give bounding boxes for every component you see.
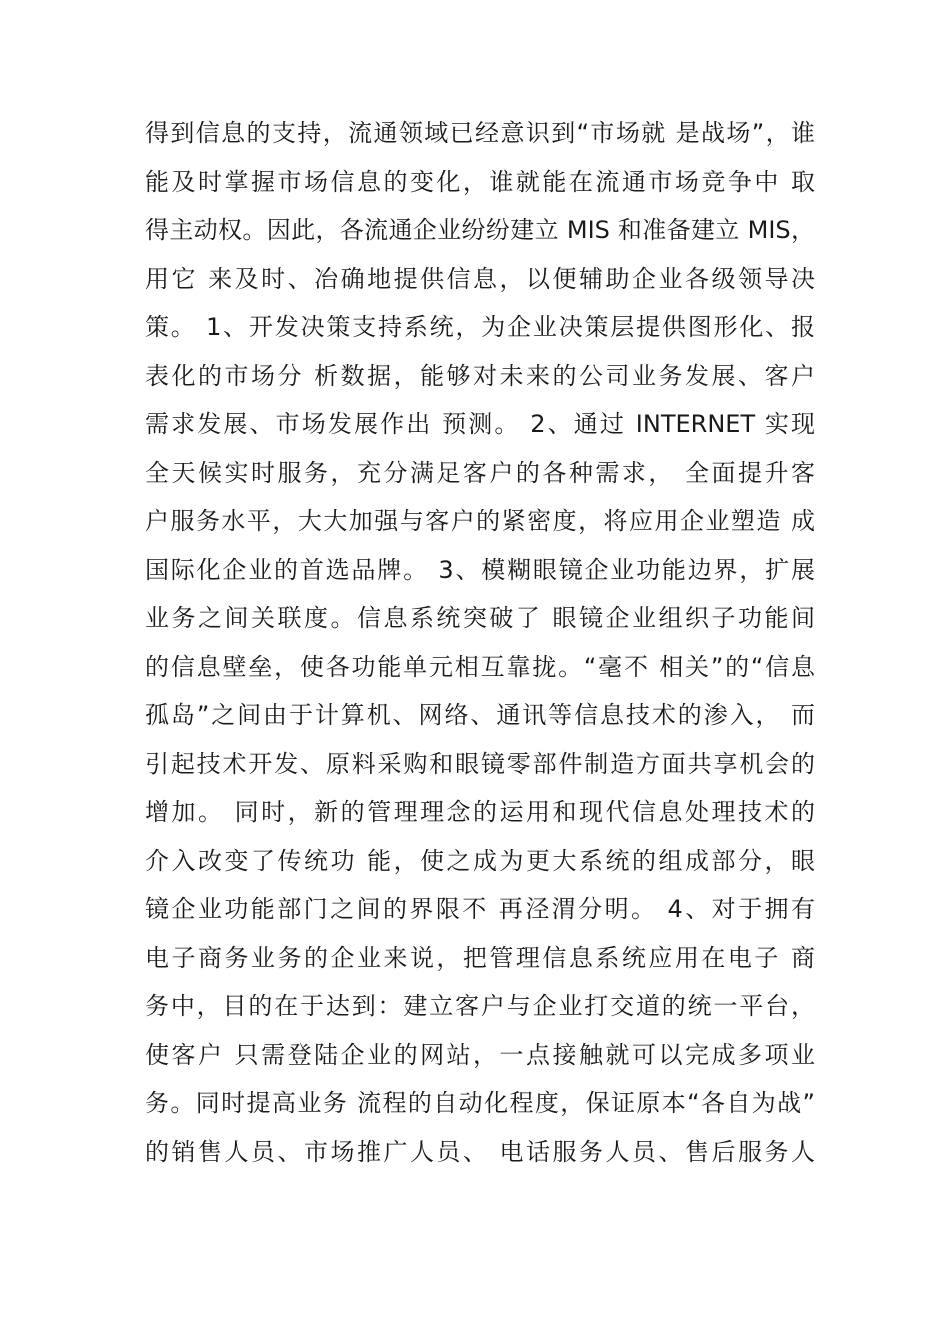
text-line: 孤岛”之间由于计算机、网络、通讯等信息技术的渗入， 而 bbox=[145, 701, 815, 729]
text-line: 使客户 只需登陆企业的网站，一点接触就可以完成多项业 bbox=[145, 1040, 815, 1069]
text-line: 介入改变了传统功 能，使之成为更大系统的组成部分，眼 bbox=[145, 846, 815, 875]
text-line: 业务之间关联度。信息系统突破了 眼镜企业组织子功能间 bbox=[145, 604, 815, 632]
text-line: 的信息壁垒，使各功能单元相互靠拢。“毫不 相关”的“信息 bbox=[145, 652, 815, 681]
text-line: 务。同时提高业务 流程的自动化程度，保证原本“各自为战” bbox=[145, 1089, 815, 1117]
text-line: 得主动权。因此，各流通企业纷纷建立 MIS 和准备建立 MIS， bbox=[145, 216, 815, 244]
text-line: 镜企业功能部门之间的界限不 再泾渭分明。 4、对于拥有 bbox=[145, 895, 815, 923]
text-line: 需求发展、市场发展作出 预测。 2、通过 INTERNET 实现 bbox=[145, 410, 815, 438]
text-line: 的销售人员、市场推广人员、 电话服务人员、售后服务人 bbox=[145, 1137, 815, 1166]
text-line: 能及时掌握市场信息的变化，谁就能在流通市场竞争中 取 bbox=[145, 167, 815, 196]
text-line: 策。 1、开发决策支持系统，为企业决策层提供图形化、报 bbox=[145, 313, 815, 341]
text-line: 表化的市场分 析数据，能够对未来的公司业务发展、客户 bbox=[145, 361, 815, 390]
text-line: 国际化企业的首选品牌。 3、模糊眼镜企业功能边界，扩展 bbox=[145, 555, 815, 584]
text-line: 务中，目的在于达到：建立客户与企业打交道的统一平台， bbox=[145, 992, 815, 1020]
text-line: 电子商务业务的企业来说，把管理信息系统应用在电子 商 bbox=[145, 943, 815, 972]
text-line: 得到信息的支持，流通领域已经意识到“市场就 是战场”，谁 bbox=[145, 119, 815, 147]
text-line: 增加。 同时，新的管理理念的运用和现代信息处理技术的 bbox=[145, 798, 815, 826]
text-line: 引起技术开发、原料采购和眼镜零部件制造方面共享机会的 bbox=[145, 749, 815, 778]
body-text bbox=[145, 109, 815, 1176]
text-line: 全天候实时服务，充分满足客户的各种需求， 全面提升客 bbox=[145, 458, 815, 487]
text-line: 用它 来及时、冶确地提供信息，以便辅助企业各级领导决 bbox=[145, 264, 815, 293]
text-line: 户服务水平，大大加强与客户的紧密度，将应用企业塑造 成 bbox=[145, 507, 815, 535]
